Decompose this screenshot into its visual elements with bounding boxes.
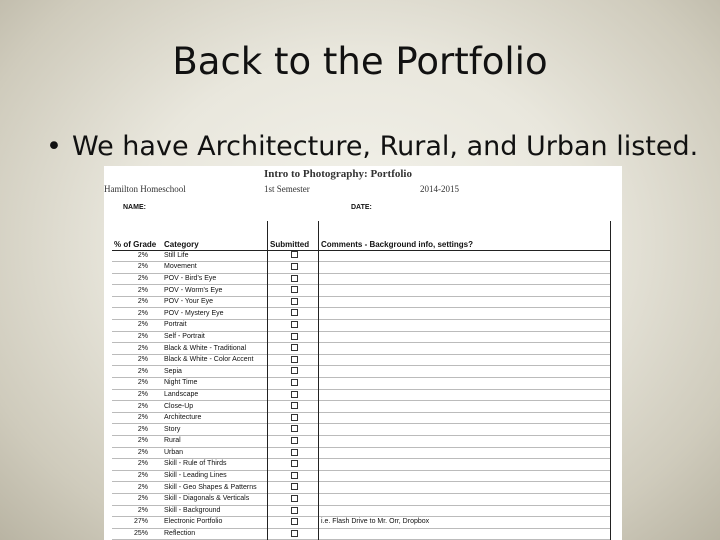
category-cell: Electronic Portfolio xyxy=(164,518,223,526)
grade-percent-cell: 2% xyxy=(137,263,148,271)
category-cell: POV - Mystery Eye xyxy=(164,309,224,317)
submitted-cell xyxy=(268,285,319,297)
table-row xyxy=(112,470,610,482)
table-row xyxy=(112,505,610,517)
grade-percent-cell: 2% xyxy=(137,390,148,398)
table-header-row xyxy=(112,221,610,250)
category-cell: Portrait xyxy=(164,321,187,329)
grade-percent-cell: 25% xyxy=(133,530,148,538)
table-row xyxy=(112,482,610,494)
category-cell: Skill - Diagonals & Verticals xyxy=(164,495,250,503)
checkbox-icon xyxy=(291,449,298,456)
name-label: NAME: xyxy=(123,204,146,211)
comment-cell xyxy=(319,331,611,343)
table-row xyxy=(112,412,610,424)
checkbox-icon xyxy=(291,356,298,363)
table-row xyxy=(112,389,610,401)
portfolio-table xyxy=(112,221,610,540)
column-header-submitted: Submitted xyxy=(268,221,319,250)
submitted-cell xyxy=(268,262,319,274)
category-cell: POV - Worm's Eye xyxy=(164,286,223,294)
table-row xyxy=(112,354,610,366)
category-cell: Rural xyxy=(164,437,181,445)
grade-percent-cell: 2% xyxy=(137,274,148,282)
table-row xyxy=(112,366,610,378)
checkbox-icon xyxy=(291,495,298,502)
table-right-border xyxy=(610,221,611,540)
portfolio-document xyxy=(104,166,622,540)
category-cell: Close-Up xyxy=(164,402,194,410)
grade-percent-cell: 2% xyxy=(137,344,148,352)
checkbox-icon xyxy=(291,286,298,293)
comment-cell xyxy=(319,378,611,390)
comment-cell xyxy=(319,482,611,494)
table-row xyxy=(112,343,610,355)
checkbox-icon xyxy=(291,333,298,340)
submitted-cell xyxy=(268,366,319,378)
submitted-cell xyxy=(268,308,319,320)
comment-cell xyxy=(319,320,611,332)
checkbox-icon xyxy=(291,367,298,374)
grade-percent-cell: 2% xyxy=(137,402,148,410)
checkbox-icon xyxy=(291,298,298,305)
submitted-cell xyxy=(268,273,319,285)
checkbox-icon xyxy=(291,518,298,525)
table-row xyxy=(112,517,610,529)
table-row xyxy=(112,262,610,274)
category-cell: Story xyxy=(164,425,181,433)
table-row xyxy=(112,331,610,343)
category-cell: Night Time xyxy=(164,379,198,387)
category-cell: Skill - Background xyxy=(164,506,221,514)
checkbox-icon xyxy=(291,472,298,479)
category-cell: Movement xyxy=(164,263,197,271)
table-row xyxy=(112,493,610,505)
submitted-cell xyxy=(268,424,319,436)
comment-cell xyxy=(319,447,611,459)
submitted-cell xyxy=(268,482,319,494)
comment-cell xyxy=(319,273,611,285)
category-cell: POV - Bird's Eye xyxy=(164,274,217,282)
grade-percent-cell: 2% xyxy=(137,437,148,445)
submitted-cell xyxy=(268,389,319,401)
checkbox-icon xyxy=(291,483,298,490)
table-row xyxy=(112,447,610,459)
table-row xyxy=(112,273,610,285)
comment-cell xyxy=(319,308,611,320)
submitted-cell xyxy=(268,517,319,529)
submitted-cell xyxy=(268,354,319,366)
grade-percent-cell: 2% xyxy=(137,506,148,514)
bullet-text: We have Architecture, Rural, and Urban listed. xyxy=(72,131,699,162)
school-year: 2014-2015 xyxy=(420,184,459,194)
category-cell: Still Life xyxy=(164,251,189,259)
grade-percent-cell: 2% xyxy=(137,379,148,387)
grade-percent-cell: 2% xyxy=(137,367,148,375)
submitted-cell xyxy=(268,296,319,308)
comment-cell xyxy=(319,459,611,471)
checkbox-icon xyxy=(291,251,298,258)
checkbox-icon xyxy=(291,530,298,537)
checkbox-icon xyxy=(291,437,298,444)
comment-cell xyxy=(319,505,611,517)
checkbox-icon xyxy=(291,263,298,270)
category-cell: Skill - Leading Lines xyxy=(164,472,227,480)
document-header xyxy=(104,166,622,196)
grade-percent-cell: 2% xyxy=(137,448,148,456)
submitted-cell xyxy=(268,331,319,343)
category-cell: Black & White - Color Accent xyxy=(164,356,254,364)
grade-percent-cell: 2% xyxy=(137,286,148,294)
checkbox-icon xyxy=(291,460,298,467)
checkbox-icon xyxy=(291,425,298,432)
grade-percent-cell: 2% xyxy=(137,356,148,364)
date-label: DATE: xyxy=(351,204,372,211)
slide-title: Back to the Portfolio xyxy=(172,40,548,83)
grade-percent-cell: 2% xyxy=(137,483,148,491)
comment-cell xyxy=(319,412,611,424)
comment-cell xyxy=(319,470,611,482)
checkbox-icon xyxy=(291,379,298,386)
grade-percent-cell: 2% xyxy=(137,460,148,468)
category-cell: Landscape xyxy=(164,390,199,398)
submitted-cell xyxy=(268,447,319,459)
bullet-icon: • xyxy=(46,131,62,162)
submitted-cell xyxy=(268,320,319,332)
comment-cell xyxy=(319,250,611,262)
category-cell: Skill - Rule of Thirds xyxy=(164,460,227,468)
grade-percent-cell: 2% xyxy=(137,425,148,433)
table-row xyxy=(112,424,610,436)
column-header-comments: Comments - Background info, settings? xyxy=(319,221,611,250)
table-row xyxy=(112,528,610,540)
grade-percent-cell: 2% xyxy=(137,414,148,422)
grade-percent-cell: 2% xyxy=(137,495,148,503)
table-row xyxy=(112,436,610,448)
submitted-cell xyxy=(268,470,319,482)
category-cell: Urban xyxy=(164,448,184,456)
document-title: Intro to Photography: Portfolio xyxy=(264,168,412,180)
comment-cell xyxy=(319,285,611,297)
grade-percent-cell: 2% xyxy=(137,472,148,480)
comment-cell xyxy=(319,401,611,413)
submitted-cell xyxy=(268,250,319,262)
semester-label: 1st Semester xyxy=(264,184,310,194)
bullet-point xyxy=(46,131,698,162)
submitted-cell xyxy=(268,505,319,517)
table-row xyxy=(112,459,610,471)
submitted-cell xyxy=(268,528,319,540)
checkbox-icon xyxy=(291,507,298,514)
category-cell: POV - Your Eye xyxy=(164,298,214,306)
comment-cell xyxy=(319,436,611,448)
table-row xyxy=(112,378,610,390)
submitted-cell xyxy=(268,401,319,413)
table-row xyxy=(112,250,610,262)
grade-percent-cell: 2% xyxy=(137,298,148,306)
category-cell: Architecture xyxy=(164,414,202,422)
submitted-cell xyxy=(268,459,319,471)
category-cell: Reflection xyxy=(164,530,196,538)
table-row xyxy=(112,285,610,297)
column-header-grade: % of Grade xyxy=(112,221,162,250)
checkbox-icon xyxy=(291,321,298,328)
table-row xyxy=(112,401,610,413)
comment-cell xyxy=(319,366,611,378)
comment-cell xyxy=(319,424,611,436)
comment-cell xyxy=(319,493,611,505)
table-row xyxy=(112,308,610,320)
category-cell: Skill - Geo Shapes & Patterns xyxy=(164,483,257,491)
submitted-cell xyxy=(268,343,319,355)
category-cell: Sepia xyxy=(164,367,182,375)
submitted-cell xyxy=(268,378,319,390)
column-header-category: Category xyxy=(162,221,268,250)
comment-cell xyxy=(319,343,611,355)
checkbox-icon xyxy=(291,402,298,409)
checkbox-icon xyxy=(291,309,298,316)
grade-percent-cell: 2% xyxy=(137,321,148,329)
comment-cell xyxy=(319,296,611,308)
submitted-cell xyxy=(268,436,319,448)
checkbox-icon xyxy=(291,275,298,282)
checkbox-icon xyxy=(291,414,298,421)
comment-cell: i.e. Flash Drive to Mr. Orr, Dropbox xyxy=(321,518,430,526)
table-row xyxy=(112,320,610,332)
submitted-cell xyxy=(268,412,319,424)
checkbox-icon xyxy=(291,391,298,398)
submitted-cell xyxy=(268,493,319,505)
table-row xyxy=(112,296,610,308)
grade-percent-cell: 2% xyxy=(137,251,148,259)
checkbox-icon xyxy=(291,344,298,351)
school-name: Hamilton Homeschool xyxy=(104,184,186,194)
grade-percent-cell: 2% xyxy=(137,309,148,317)
comment-cell xyxy=(319,528,611,540)
comment-cell xyxy=(319,262,611,274)
comment-cell xyxy=(319,354,611,366)
grade-percent-cell: 27% xyxy=(133,518,148,526)
category-cell: Black & White - Traditional xyxy=(164,344,247,352)
category-cell: Self - Portrait xyxy=(164,332,205,340)
grade-percent-cell: 2% xyxy=(137,332,148,340)
comment-cell xyxy=(319,389,611,401)
